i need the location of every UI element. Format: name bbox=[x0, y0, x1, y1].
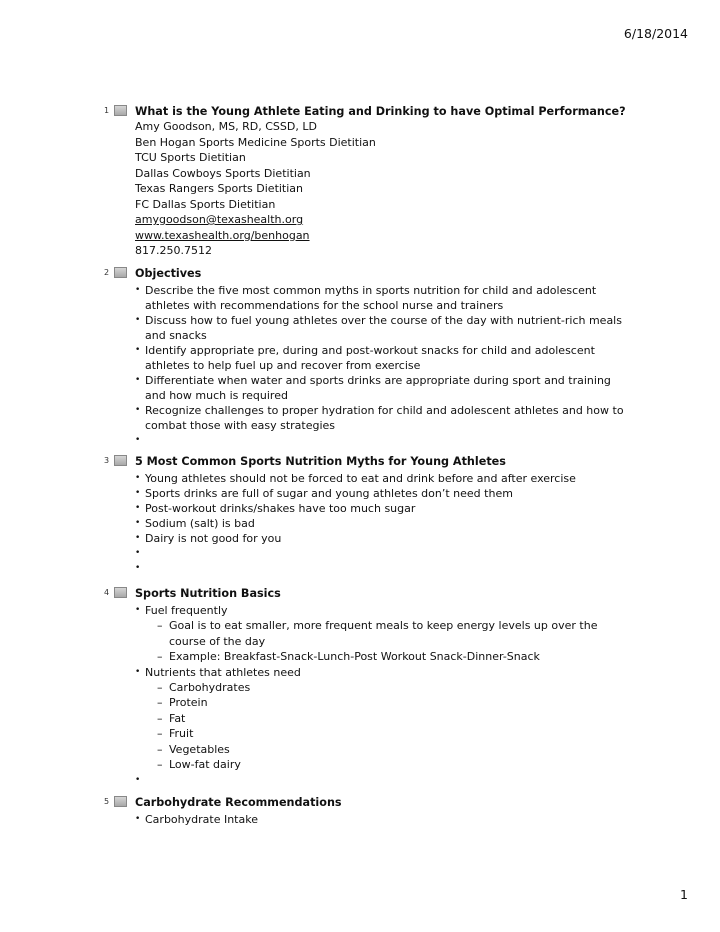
list-item: • Sports drinks are full of sugar and young athletes don’t need them bbox=[135, 486, 635, 501]
sub-list-item: – Fat bbox=[157, 711, 635, 727]
page-number: 1 bbox=[680, 887, 688, 902]
list-item: • Differentiate when water and sports drinks are appropriate during sport and training and how much is required bbox=[135, 373, 635, 403]
list-item: • Recognize challenges to proper hydration for child and adolescent athletes and how to combat those with easy strategies bbox=[135, 403, 635, 433]
sub-list-item: – Goal is to eat smaller, more frequent meals to keep energy levels up over the course of the day bbox=[157, 618, 635, 649]
sub-list-item: – Protein bbox=[157, 695, 635, 711]
list-item bbox=[135, 665, 635, 773]
slide-thumbnail-icon bbox=[114, 267, 127, 278]
page-date: 6/18/2014 bbox=[623, 26, 688, 41]
list-item: • Describe the five most common myths in sports nutrition for child and adolescent athletes with recommendations for the school nurse and trainers bbox=[135, 283, 635, 313]
slide-thumbnail-icon bbox=[114, 455, 127, 466]
slide-title: Sports Nutrition Basics bbox=[135, 587, 281, 600]
sub-list-item: – Fruit bbox=[157, 726, 635, 742]
author-affiliation: Ben Hogan Sports Medicine Sports Dietitian bbox=[135, 135, 376, 149]
sub-list-item: – Example: Breakfast-Snack-Lunch-Post Workout Snack-Dinner-Snack bbox=[157, 649, 635, 665]
author-affiliation: Texas Rangers Sports Dietitian bbox=[135, 182, 304, 195]
author-affiliation: TCU Sports Dietitian bbox=[135, 151, 246, 164]
slide-number: 4 bbox=[104, 588, 110, 597]
empty-list-item bbox=[135, 561, 635, 576]
slide-number: 5 bbox=[104, 797, 110, 806]
list-item: • Identify appropriate pre, during and post-workout snacks for child and adolescent athletes to help fuel up and recover from exercise bbox=[135, 343, 635, 373]
author-name: Amy Goodson, MS, RD, CSSD, LD bbox=[135, 120, 317, 133]
sub-list-item: – Low-fat dairy bbox=[157, 757, 635, 773]
slide-thumbnail-icon bbox=[114, 105, 127, 116]
empty-list-item bbox=[135, 546, 635, 561]
email-link[interactable]: amygoodson@texashealth.org bbox=[135, 213, 304, 226]
website-link[interactable]: www.texashealth.org/benhogan bbox=[135, 228, 310, 242]
list-item-label: Nutrients that athletes need bbox=[145, 665, 301, 679]
slide-number: 3 bbox=[104, 456, 110, 465]
list-item: • Dairy is not good for you bbox=[135, 531, 635, 546]
author-affiliation: FC Dallas Sports Dietitian bbox=[135, 197, 276, 211]
list-item: • Sodium (salt) is bad bbox=[135, 516, 635, 531]
slide-thumbnail-icon bbox=[114, 796, 127, 807]
slide-title: 5 Most Common Sports Nutrition Myths for Young Athletes bbox=[135, 455, 506, 468]
slide-thumbnail-icon bbox=[114, 587, 127, 598]
slide-title: What is the Young Athlete Eating and Drinking to have Optimal Performance? bbox=[135, 105, 626, 118]
list-item: • Post-workout drinks/shakes have too much sugar bbox=[135, 501, 635, 516]
phone-number: 817.250.7512 bbox=[135, 244, 212, 257]
list-item bbox=[135, 603, 635, 665]
slide-number: 2 bbox=[104, 268, 110, 277]
list-item-label: Fuel frequently bbox=[145, 604, 228, 617]
list-item: • Carbohydrate Intake bbox=[135, 812, 635, 827]
empty-list-item bbox=[135, 433, 635, 448]
slide-title: Objectives bbox=[135, 267, 202, 280]
slide-number: 1 bbox=[104, 106, 110, 115]
sub-list-item: – Vegetables bbox=[157, 742, 635, 758]
list-item: • Discuss how to fuel young athletes over the course of the day with nutrient-rich meals and snacks bbox=[135, 313, 635, 343]
sub-list-item: – Carbohydrates bbox=[157, 680, 635, 696]
author-affiliation: Dallas Cowboys Sports Dietitian bbox=[135, 166, 311, 180]
empty-list-item bbox=[135, 773, 635, 788]
list-item: • Young athletes should not be forced to eat and drink before and after exercise bbox=[135, 471, 635, 486]
slide-title: Carbohydrate Recommendations bbox=[135, 796, 342, 809]
